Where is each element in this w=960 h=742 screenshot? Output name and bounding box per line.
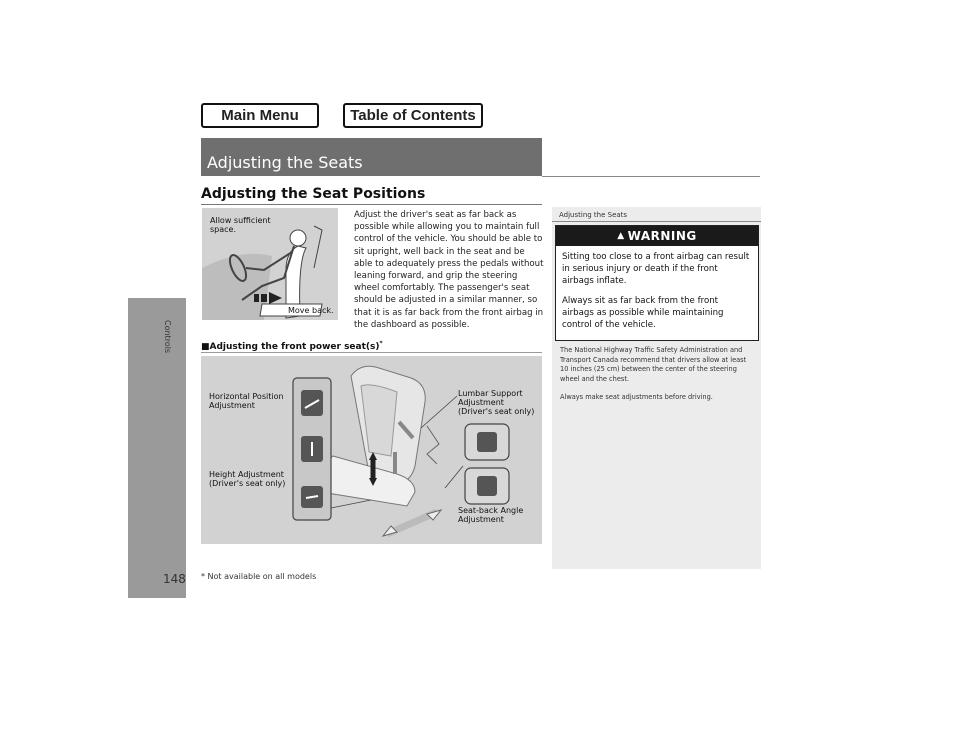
footnote-marker: * xyxy=(379,340,383,347)
section-heading: Adjusting the Seat Positions xyxy=(201,186,426,202)
page-number: 148 xyxy=(163,572,186,586)
page-title-bar xyxy=(201,138,542,176)
label-seat-back-angle: Seat-back Angle Adjustment xyxy=(458,506,524,525)
section-side-label: Controls xyxy=(163,320,172,354)
subsection-rule xyxy=(201,352,542,353)
figure1-label-move-back: Move back. xyxy=(288,306,334,315)
label-lumbar-support: Lumbar Support Adjustment (Driver's seat only) xyxy=(458,389,535,417)
label-horizontal-position: Horizontal Position Adjustment xyxy=(209,392,284,411)
warning-band xyxy=(556,226,758,246)
label-height-adjustment: Height Adjustment (Driver's seat only) xyxy=(209,470,286,489)
subsection-heading xyxy=(201,340,383,352)
warning-paragraph-1: Sitting too close to a front airbag can result in serious injury or death if the front airbags inflate. xyxy=(562,252,750,287)
sidebar-note-1: The National Highway Traffic Safety Administration and Transport Canada recommend that drivers allow at least 10 inches (25 cm) between the center of the steering wheel and the chest. xyxy=(560,346,747,383)
subsection-heading-text: ■Adjusting the front power seat(s) xyxy=(201,342,380,352)
sidebar-heading: Adjusting the Seats xyxy=(559,211,628,219)
sidebar-notes xyxy=(560,346,756,412)
title-rule xyxy=(542,176,760,177)
warning-triangle-icon: ▲ xyxy=(617,231,625,241)
warning-body xyxy=(556,246,758,343)
section-rule xyxy=(201,204,542,205)
figure1-label-space: Allow sufficient space. xyxy=(210,216,271,235)
page-title: Adjusting the Seats xyxy=(207,153,363,172)
table-of-contents-button[interactable]: Table of Contents xyxy=(343,103,483,128)
warning-box xyxy=(555,225,759,341)
sidebar-heading-rule xyxy=(552,221,761,222)
section-side-tab xyxy=(128,298,186,598)
sidebar-panel xyxy=(552,207,761,569)
sidebar-note-2: Always make seat adjustments before driving. xyxy=(560,393,713,402)
footnote: * Not available on all models xyxy=(201,572,317,581)
warning-title: WARNING xyxy=(627,229,697,243)
power-seat-figure xyxy=(201,356,542,544)
seat-position-figure xyxy=(202,208,338,320)
main-menu-button[interactable]: Main Menu xyxy=(201,103,319,128)
warning-paragraph-2: Always sit as far back from the front airbags as possible while maintaining control of the vehicle. xyxy=(562,295,724,331)
section-body-text: Adjust the driver's seat as far back as possible while allowing you to maintain full control of the vehicle. You should be able to sit upright, well back in the seat and be able to adequately press the pedals without leaning forward, and grip the steering wheel comfortably. The passenger's seat should be adjusted in a similar manner, so that it is as far back from the front airbag in the dashboard as possible. xyxy=(354,210,544,330)
